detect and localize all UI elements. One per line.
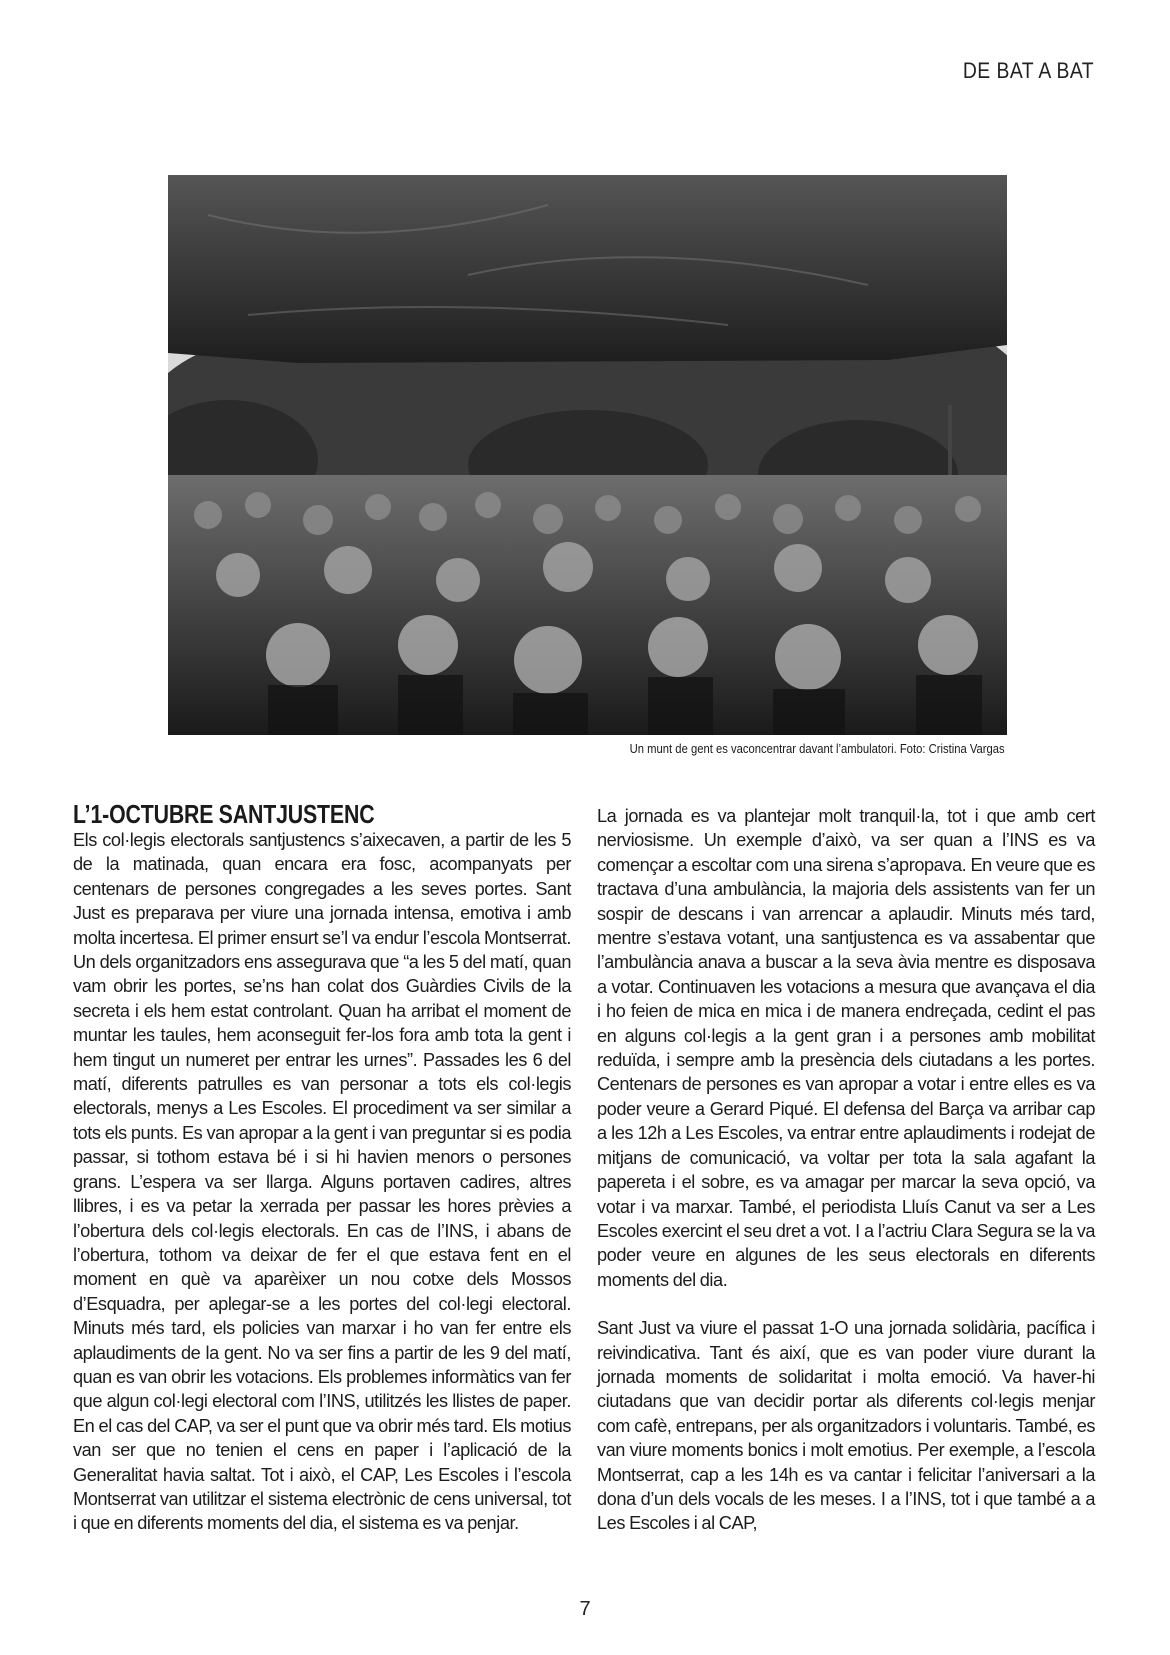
photo-caption: Un munt de gent es vaconcentrar davant l’ambulatori. Foto: Cristina Vargas	[630, 742, 1005, 756]
article-column-left	[73, 800, 571, 1536]
article-paragraph: Sant Just va viure el passat 1-O una jornada solidària, pacífica i reivindicativa. Tant és així, que es van poder viure durant la jornada moments de solidaritat i molta emoció. Va haver-hi ciutadans que van decidir portar als diferents col·legis menjar com cafè, entrepans, per als organitzadors i voluntaris. També, es van viure moments bonics i molt emotius. Per exemple, a l’escola Montserrat, cap a les 14h es va cantar i felicitar l’aniversari a la dona d’un dels vocals de les meses. I a l’INS, tot i que també a a Les Escoles i al CAP,	[597, 1318, 1095, 1534]
crowd-photo	[168, 175, 1007, 735]
section-label: DE BAT A BAT	[962, 58, 1094, 83]
article-paragraph: La jornada es va plantejar molt tranquil·la, tot i que amb cert nerviosisme. Un exemple d’això, va ser quan a l’INS es va començar a escoltar com una sirena s’apropava. En veure que es tractava d’una ambulància, la majoria dels assistents van fer un sospir de descans i van arrencar a aplaudir. Minuts més tard, mentre s’estava votant, una santjustenca es va assabentar que l’ambulància anava a buscar a la seva àvia mentre es disposava a votar. Continuaven les votacions a mesura que avançava el dia i ho feien de mica en mica i de manera endreçada, cedint el pas en alguns col·legis a la gent gran i a persones amb mobilitat reduïda, i sempre amb la presència dels ciutadans a les portes. Centenars de persones es van apropar a votar i entre elles es va poder veure a Gerard Piqué. El defensa del Barça va arribar cap a les 12h a Les Escoles, va entrar entre aplaudiments i rodejat de mitjans de comunicació, va voltar per tota la sala agafant la papereta i el sobre, es va amagar per marcar la seva opció, va votar i va marxar. També, el periodista Lluís Canut va ser a Les Escoles exercint el seu dret a vot. I a l’actriu Clara Segura se la va poder veure en algunes de les seus electorals en diferents moments del dia.	[597, 806, 1095, 1290]
article-column-right	[597, 804, 1095, 1536]
page-number: 7	[579, 1598, 591, 1620]
article-title: L’1-OCTUBRE SANTJUSTENC	[73, 799, 375, 829]
article-paragraph: Els col·legis electorals santjustencs s’aixecaven, a partir de les 5 de la matinada, quan encara era fosc, acompanyats per centenars de persones congregades a les seves portes. Sant Just es preparava per viure una jornada intensa, emotiva i amb molta incertesa. El primer ensurt se’l va endur l’escola Montserrat. Un dels organitzadors ens assegurava que “a les 5 del matí, quan vam obrir les portes, se’ns han colat dos Guàrdies Civils de la secreta i els hem estat controlant. Quan ha arribat el moment de muntar les taules, hem aconseguit fer-los fora amb tota la gent i hem tingut un numeret per entrar les urnes”. Passades les 6 del matí, diferents patrulles es van personar a tots els col·legis electorals, menys a Les Escoles. El procediment va ser similar a tots els punts. Es van apropar a la gent i van preguntar si es podia passar, si tothom estava bé i si hi havien menors o persones grans. L’espera va ser llarga. Alguns portaven cadires, altres llibres, i es va petar la xerrada per passar les hores prèvies a l’obertura dels col·legis electorals. En cas de l’INS, i abans de l’obertura, tothom va deixar de fer el que estava fent en el moment en què va aparèixer un nou cotxe dels Mossos d’Esquadra, per aplegar-se a les portes del col·legi electoral. Minuts més tard, els policies van marxar i ho van fer entre els aplaudiments de la gent. No va ser fins a partir de les 9 del matí, quan es van obrir les votacions. Els problemes informàtics van fer que algun col·legi electoral com l’INS, utilitzés les llistes de paper. En el cas del CAP, va ser el punt que va obrir més tard. Els motius van ser que no tenien el cens en paper i l’aplicació de la Generalitat havia saltat. Tot i això, el CAP, Les Escoles i l’escola Montserrat van utilitzar el sistema electrònic de cens universal, tot i que en diferents moments del dia, el sistema es va penjar.	[73, 830, 571, 1534]
